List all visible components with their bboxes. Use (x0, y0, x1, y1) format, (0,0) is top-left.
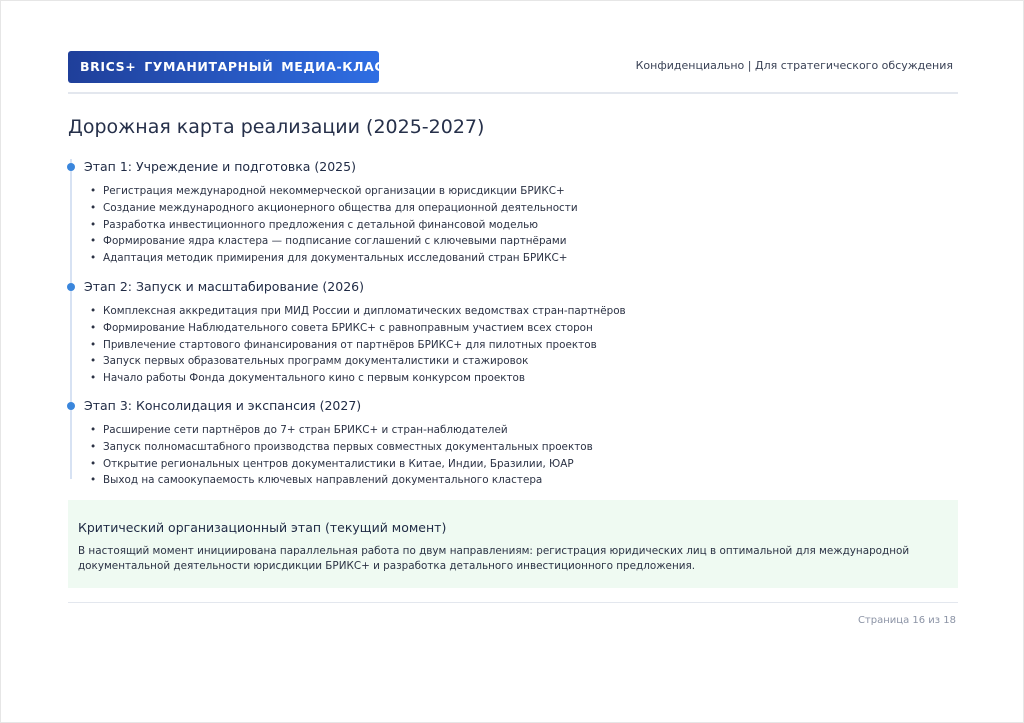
stage-title: Этап 2: Запуск и масштабирование (2026) (84, 279, 364, 294)
list-item: • Адаптация методик примирения для документальных исследований стран БРИКС+ (88, 250, 578, 267)
stage-item-list (88, 422, 593, 489)
list-item: • Комплексная аккредитация при МИД России и дипломатических ведомствах стран-партнёров (88, 303, 626, 320)
timeline-line (70, 159, 72, 479)
timeline-dot-icon (67, 283, 75, 291)
stage-item-list (88, 303, 626, 387)
list-item: • Разработка инвестиционного предложения с детальной финансовой моделью (88, 217, 578, 234)
stage-title: Этап 3: Консолидация и экспансия (2027) (84, 398, 362, 413)
list-item: • Открытие региональных центров документалистики в Китае, Индии, Бразилии, ЮАР (88, 456, 593, 473)
list-item: • Выход на самоокупаемость ключевых направлений документального кластера (88, 472, 593, 489)
list-item: • Создание международного акционерного общества для операционной деятельности (88, 200, 578, 217)
list-item: • Регистрация международной некоммерческой организации в юрисдикции БРИКС+ (88, 183, 578, 200)
timeline-dot-icon (67, 163, 75, 171)
list-item: • Запуск полномасштабного производства первых совместных документальных проектов (88, 439, 593, 456)
list-item: • Запуск первых образовательных программ документалистики и стажировок (88, 353, 626, 370)
header-divider (68, 92, 958, 94)
page-title: Дорожная карта реализации (2025-2027) (68, 116, 485, 138)
stage-title: Этап 1: Учреждение и подготовка (2025) (84, 159, 356, 174)
list-item: • Начало работы Фонда документального кино с первым конкурсом проектов (88, 370, 626, 387)
page-number: Страница 16 из 18 (857, 615, 956, 626)
list-item: • Расширение сети партнёров до 7+ стран БРИКС+ и стран-наблюдателей (88, 422, 593, 439)
callout-title: Критический организационный этап (текущий момент) (78, 520, 447, 535)
cluster-badge: BRICS+ ГУМАНИТАРНЫЙ МЕДИА-КЛАСТЕР (68, 51, 379, 83)
footer-divider (68, 602, 958, 603)
list-item: • Привлечение стартового финансирования от партнёров БРИКС+ для пилотных проектов (88, 337, 626, 354)
list-item: • Формирование Наблюдательного совета БРИКС+ с равноправным участием всех сторон (88, 320, 626, 337)
confidentiality-label: Конфиденциально | Для стратегического обсуждения (635, 59, 953, 72)
stage-item-list (88, 183, 578, 267)
timeline-dot-icon (67, 402, 75, 410)
list-item: • Формирование ядра кластера — подписание соглашений с ключевыми партнёрами (88, 233, 578, 250)
callout-text: В настоящий момент инициирована параллельная работа по двум направлениям: регистрация юридических лиц в оптимальной для международной документальной деятельности юрисдикции БРИКС+ и разработка детального инвестиционного предложения. (78, 545, 910, 572)
critical-stage-callout (68, 500, 958, 588)
